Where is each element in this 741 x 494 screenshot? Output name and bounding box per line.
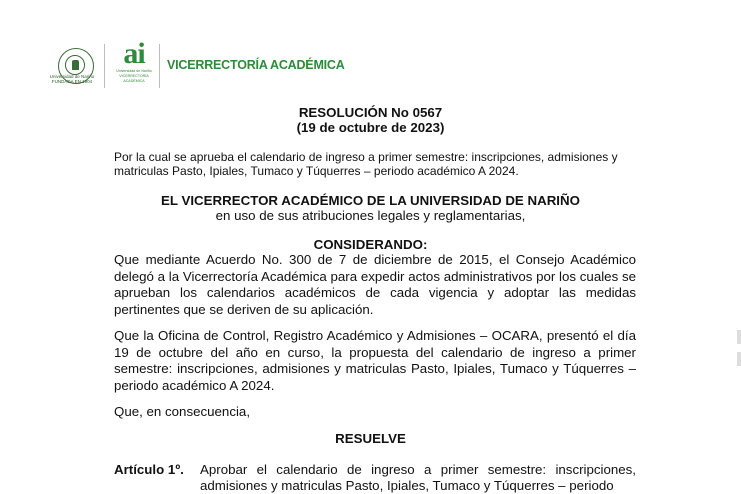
- page-edge-mark: [737, 330, 741, 344]
- vicerrectoria-logo: [114, 37, 154, 83]
- preamble-line-2: matriculas Pasto, Ipiales, Tumaco y Túquerres – periodo académico A 2024.: [114, 164, 519, 178]
- university-seal-name: Universidad de Nariño: [49, 74, 95, 79]
- header-divider-2: [159, 44, 160, 88]
- article-1-text: Aprobar el calendario de ingreso a primer semestre: inscripciones, admisiones y matriculas Pasto, Ipiales, Tumaco y Túquerres – periodo: [200, 462, 636, 493]
- resuelve-heading: RESUELVE: [335, 431, 406, 446]
- ai-logo-sub-1: Universidad de Nariño: [116, 69, 152, 73]
- considerando-paragraph-3: Que, en consecuencia,: [114, 404, 251, 419]
- resolution-number: RESOLUCIÓN No 0567: [298, 105, 443, 120]
- authority-subtitle: en uso de sus atribuciones legales y reglamentarias,: [215, 208, 526, 223]
- resolution-preamble: [114, 150, 636, 178]
- header-title: VICERRECTORÍA ACADÉMICA: [167, 58, 345, 72]
- header-divider: [104, 44, 105, 88]
- considerando-paragraph-2: Que la Oficina de Control, Registro Académico y Admisiones – OCARA, presentó el día 19 de octubre del año en curso, la propuesta del calendario de ingreso a primer semestre: inscripciones, admisiones y matriculas Pasto, Ipiales, Tumaco y Túquerres – periodo académico A 2024.: [114, 328, 636, 393]
- resolution-date: (19 de octubre de 2023): [296, 120, 445, 135]
- ai-logo-mark: ai: [123, 37, 145, 70]
- university-seal-sub: FUNDADA EN 1904: [51, 79, 93, 84]
- article-1-label: Artículo 1º.: [114, 462, 184, 477]
- university-seal-caption: [48, 74, 96, 84]
- considerando-paragraph-1: Que mediante Acuerdo No. 300 de 7 de diciembre de 2015, el Consejo Académico delegó a la Vicerrectoría Académica para expedir actos administrativos por los cuales se aprueban los calendarios académicos de cada vigencia y adoptar las medidas pertinentes que se deriven de su aplicación.: [114, 252, 636, 317]
- page-edge-mark: [737, 352, 741, 366]
- considerando-heading: CONSIDERANDO:: [313, 237, 428, 252]
- ai-logo-sub-2: VICERRECTORÍA ACADÉMICA: [119, 74, 149, 83]
- authority-title: EL VICERRECTOR ACADÉMICO DE LA UNIVERSIDAD DE NARIÑO: [161, 193, 580, 208]
- preamble-line-1: Por la cual se aprueba el calendario de ingreso a primer semestre: inscripciones, admisiones y: [114, 150, 618, 164]
